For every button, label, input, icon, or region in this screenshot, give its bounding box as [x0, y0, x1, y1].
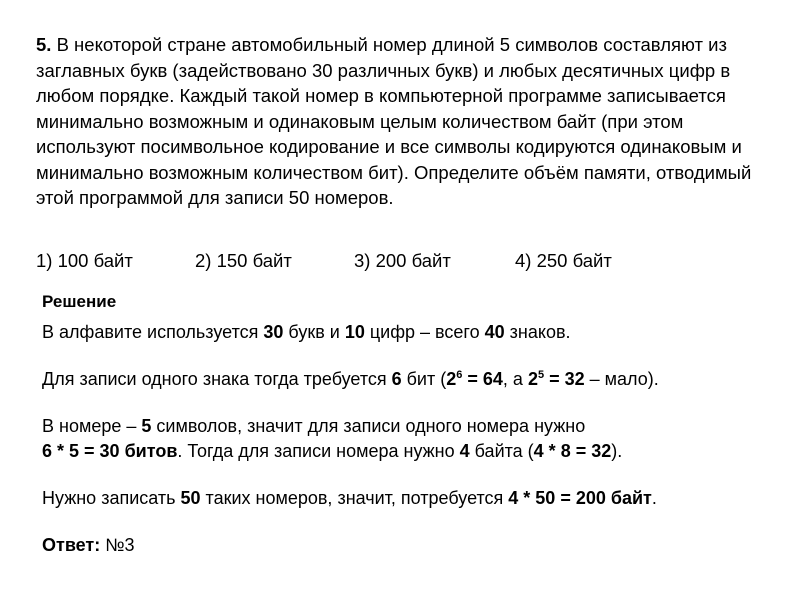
bold-value: 10 — [344, 322, 365, 342]
text-fragment: байта ( — [469, 441, 534, 461]
text-fragment: Нужно записать — [42, 488, 181, 508]
power-base: 2 — [446, 369, 457, 389]
problem-text — [36, 32, 776, 211]
solution-paragraph-bits — [42, 367, 782, 392]
power-exponent: 5 — [537, 369, 545, 381]
text-fragment: бит ( — [401, 369, 447, 389]
option-4: 4) 250 байт — [515, 250, 612, 271]
bold-value: 4 * 8 = 32 — [533, 441, 612, 461]
text-fragment: . Тогда для записи номера нужно — [177, 441, 460, 461]
text-fragment: цифр – всего — [364, 322, 485, 342]
text-fragment: таких номеров, значит, потребуется — [200, 488, 509, 508]
bold-value: 30 — [263, 322, 284, 342]
text-fragment: – мало). — [584, 369, 659, 389]
text-fragment: знаков. — [504, 322, 571, 342]
text-fragment: В номере – — [42, 416, 142, 436]
text-fragment: ). — [611, 441, 623, 461]
power-expression — [446, 369, 503, 389]
option-1: 1) 100 байт — [36, 250, 133, 271]
solution-block — [42, 290, 782, 558]
text-fragment: символов, значит для записи одного номера нужно — [151, 416, 586, 436]
text-fragment: В алфавите используется — [42, 322, 264, 342]
answer-label: Ответ: — [42, 535, 101, 555]
bold-value: 50 — [180, 488, 201, 508]
text-fragment: букв и — [283, 322, 345, 342]
power-exponent: 6 — [456, 369, 463, 381]
bold-value: 4 — [459, 441, 470, 461]
power-expression — [528, 369, 585, 389]
solution-paragraph-alphabet — [42, 320, 782, 345]
bold-value: 5 — [141, 416, 152, 436]
problem-statement — [36, 32, 776, 211]
bold-value: 4 * 50 = 200 байт — [508, 488, 652, 508]
power-result: = 32 — [544, 369, 585, 389]
bold-value: 6 * 5 = 30 битов — [42, 441, 178, 461]
solution-title: Решение — [42, 292, 117, 311]
solution-paragraph-total — [42, 486, 782, 511]
power-base: 2 — [527, 369, 538, 389]
bold-value: 6 — [391, 369, 402, 389]
bold-value: 40 — [484, 322, 505, 342]
option-2: 2) 150 байт — [195, 250, 292, 271]
problem-number: 5. — [36, 34, 52, 55]
answer-line — [42, 533, 782, 558]
option-3: 3) 200 байт — [354, 250, 451, 271]
solution-paragraph-number — [42, 414, 782, 464]
text-fragment: , а — [502, 369, 528, 389]
text-fragment: Для записи одного знака тогда требуется — [42, 369, 392, 389]
answer-value: №3 — [100, 535, 135, 555]
power-result: = 64 — [462, 369, 503, 389]
problem-body: В некоторой стране автомобильный номер длиной 5 символов составляют из заглавных букв (задействовано 30 различных букв) и любых десятичных цифр в любом порядке. Каждый такой номер в компьютерной программе записывается минимально возможным и одинаковым целым количеством байт (при этом используют посимвольное кодирование и все символы кодируются одинаковым и минимально возможным количеством бит). Определите объём памяти, отводимый этой программой для записи 50 номеров. — [36, 34, 752, 208]
text-fragment: . — [651, 488, 657, 508]
